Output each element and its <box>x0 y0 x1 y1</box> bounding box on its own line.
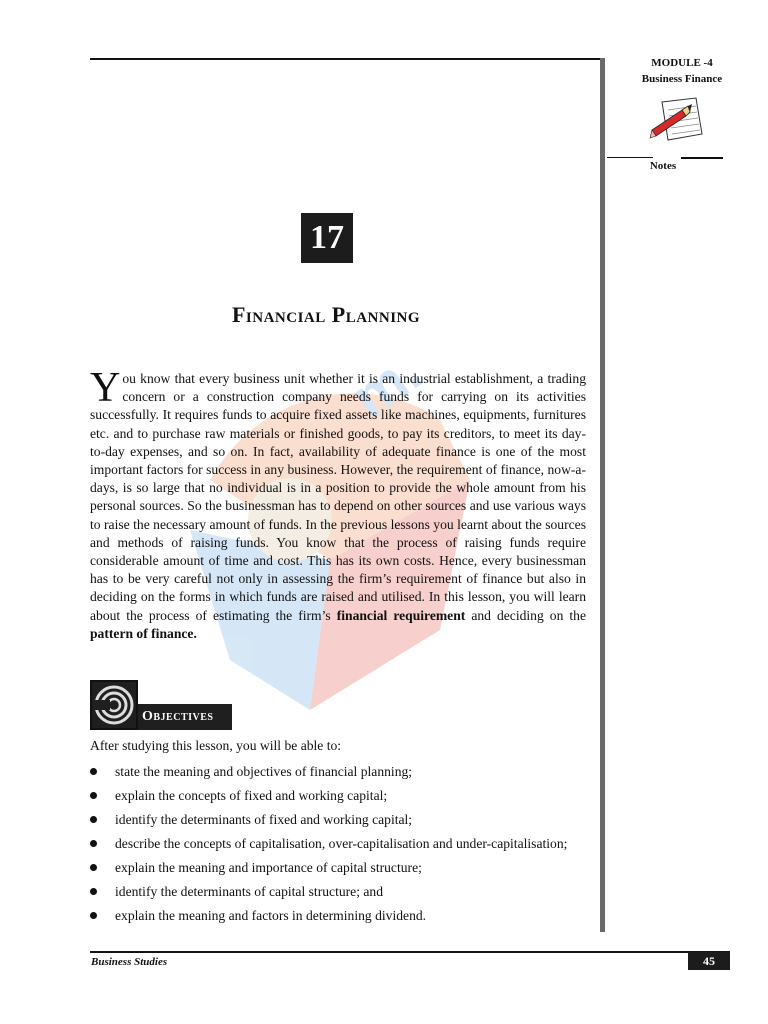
module-label <box>612 55 752 87</box>
top-rule <box>90 58 602 60</box>
notes-label: Notes <box>649 160 677 172</box>
bullet-icon <box>90 912 97 919</box>
notes-rule-left <box>607 157 653 158</box>
list-item: identify the determinants of fixed and working capital; <box>90 811 590 829</box>
list-item: identify the determinants of capital structure; and <box>90 883 590 901</box>
intro-bold-financial-requirement: financial requirement <box>336 607 466 623</box>
intro-bold-pattern-of-finance: pattern of finance. <box>90 625 197 641</box>
target-icon <box>90 680 138 730</box>
intro-text-2: and deciding on the <box>465 607 586 623</box>
notes-pencil-icon <box>648 96 704 148</box>
module-title: Business Finance <box>641 73 723 85</box>
margin-divider <box>600 58 605 932</box>
footer-book-title: Business Studies <box>91 956 168 968</box>
chapter-number: 17 <box>301 213 353 263</box>
intro-text-1: ou know that every business unit whether it is an industrial establishment, a trading concern or a construction company needs funds for carrying on its activities successfully. It requires funds to acquire fixed assets like machines, equipments, furnitures etc. and to purchase raw materials or finished goods, to pay its creditors, to meet its day-to-day expenses, and so on. In fact, availability of adequate finance is one of the most important factors for success in any business. However, the requirement of finance, now-a-days, is so large that no individual is in a position to provide the whole amount from his personal sources. So the businessman has to depend on other sources and use various ways to raise the necessary amount of funds. In the previous lessons you learnt about the sources and methods of raising funds. You know that the process of raising funds require considerable amount of time and cost. This has its own costs. Hence, every businessman has to be very careful not only in assessing the firm’s requirement of finance but also in deciding on the forms in which funds are raised and utilised. In this lesson, you will learn about the process of estimating the firm’s <box>90 371 586 623</box>
intro-paragraph <box>90 365 586 643</box>
list-item: explain the meaning and factors in determining dividend. <box>90 907 590 925</box>
module-number: MODULE -4 <box>651 57 713 69</box>
bullet-icon <box>90 768 97 775</box>
svg-text:m.: m. <box>340 338 433 431</box>
bottom-rule <box>90 951 730 953</box>
page-number: 45 <box>688 952 730 970</box>
drop-cap: Y <box>90 365 121 411</box>
list-item: state the meaning and objectives of financial planning; <box>90 763 590 781</box>
bullet-icon <box>90 816 97 823</box>
list-item: explain the concepts of fixed and working capital; <box>90 787 590 805</box>
objectives-heading: Objectives <box>138 704 232 730</box>
chapter-title: Financial Planning <box>231 302 421 327</box>
bullet-icon <box>90 840 97 847</box>
list-item: describe the concepts of capitalisation, over-capitalisation and under-capitalisation; <box>90 835 590 853</box>
objectives-header <box>90 680 232 730</box>
objectives-list <box>90 763 590 931</box>
bullet-icon <box>90 888 97 895</box>
bullet-icon <box>90 792 97 799</box>
list-item: explain the meaning and importance of capital structure; <box>90 859 590 877</box>
objectives-lead: After studying this lesson, you will be able to: <box>90 738 342 753</box>
bullet-icon <box>90 864 97 871</box>
notes-rule-right <box>681 157 723 159</box>
